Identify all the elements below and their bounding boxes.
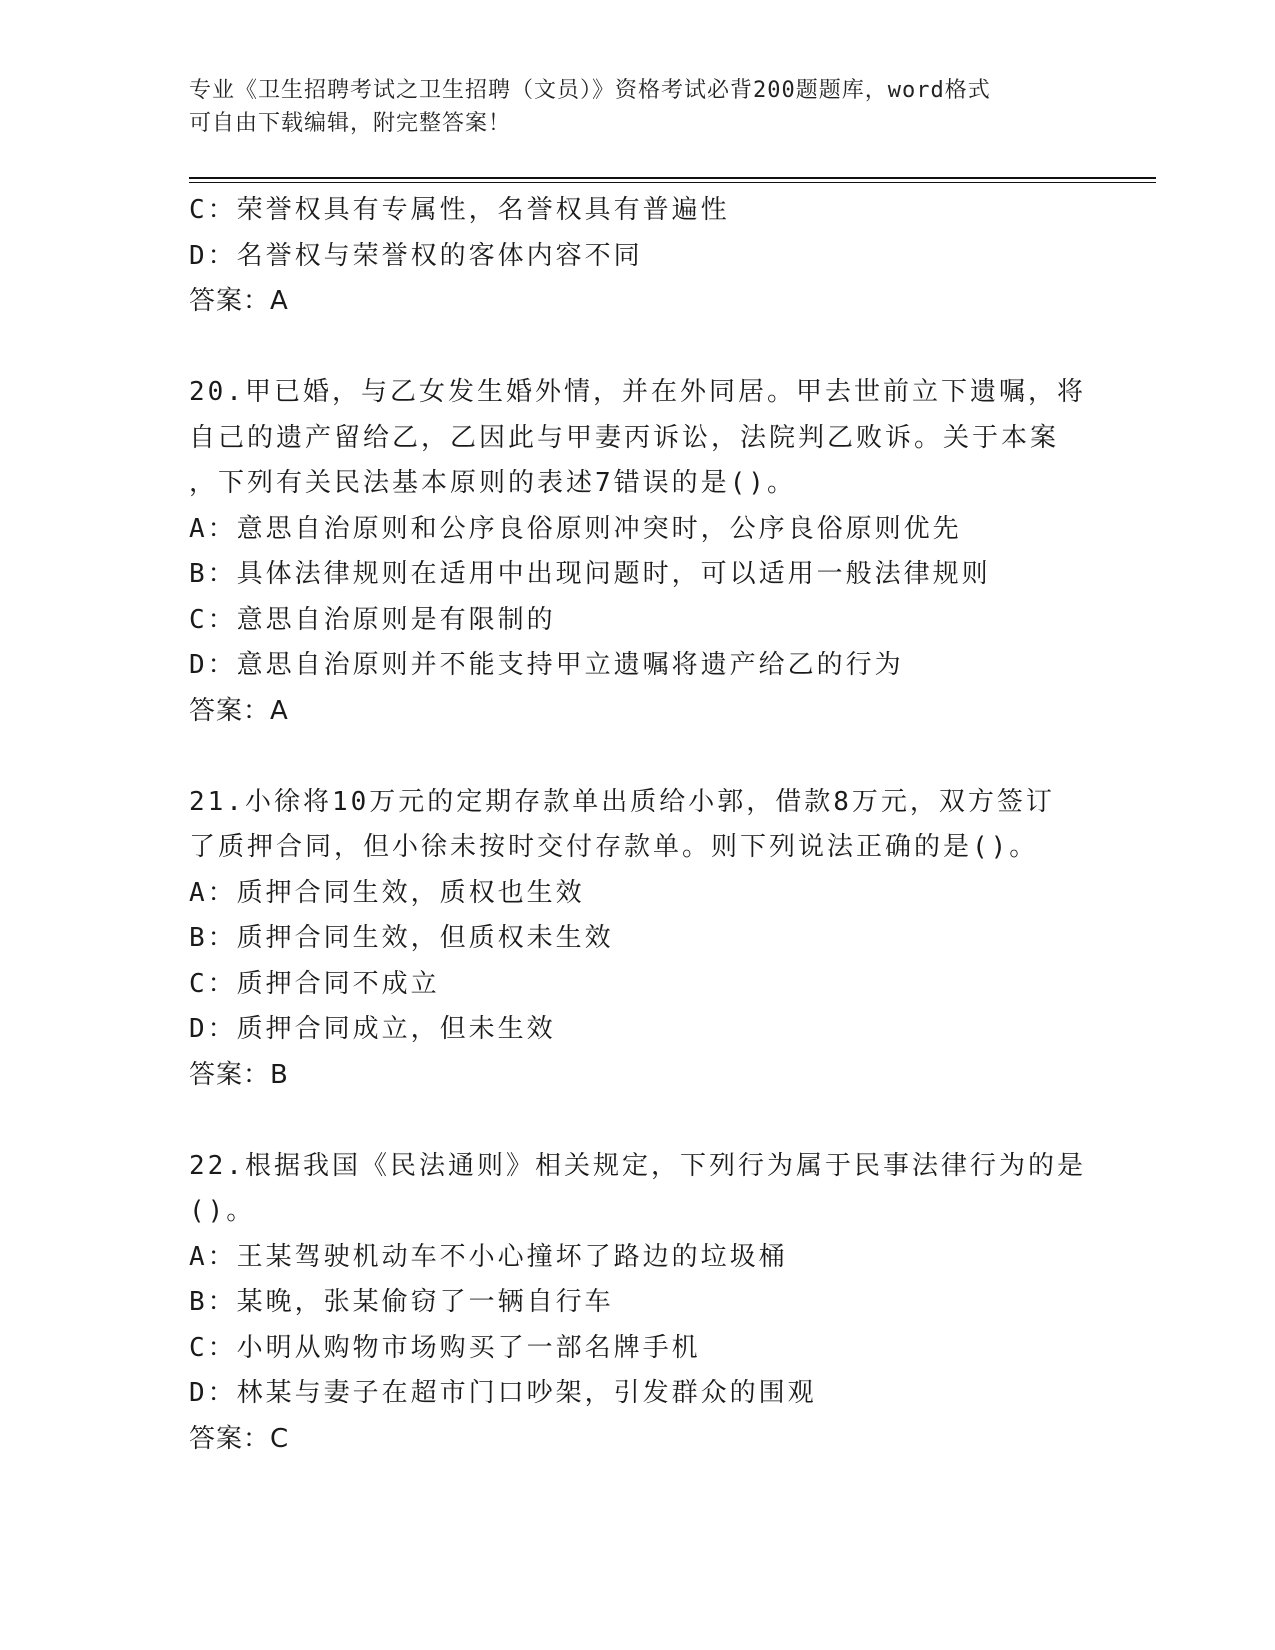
option-d: D：林某与妻子在超市门口吵架，引发群众的围观 xyxy=(189,1378,817,1408)
option-d: D：意思自治原则并不能支持甲立遗嘱将遗产给乙的行为 xyxy=(189,650,904,680)
option-d: D：质押合同成立，但未生效 xyxy=(189,1014,556,1044)
question-20 xyxy=(189,370,1089,734)
header-divider-thick xyxy=(189,177,1156,179)
spacer xyxy=(189,1098,1089,1144)
spacer xyxy=(189,325,1089,371)
option-a: A：质押合同生效，质权也生效 xyxy=(189,877,585,908)
option-b: B：具体法律规则在适用中出现问题时，可以适用一般法律规则 xyxy=(189,559,991,589)
header-line-2: 可自由下载编辑，附完整答案！ xyxy=(189,111,512,136)
question-stem-line: 了质押合同，但小徐未按时交付存款单。则下列说法正确的是()。 xyxy=(189,832,1039,862)
option-a: A：王某驾驶机动车不小心撞坏了路边的垃圾桶 xyxy=(189,1241,788,1272)
question-stem-line: ，下列有关民法基本原则的表述7错误的是()。 xyxy=(189,468,796,498)
question-stem-line: 21.小徐将10万元的定期存款单出质给小郭，借款8万元，双方签订 xyxy=(189,786,1055,817)
option-d: D：名誉权与荣誉权的客体内容不同 xyxy=(189,240,643,271)
answer-line: 答案：A xyxy=(189,286,289,316)
question-stem-line: 22.根据我国《民法通则》相关规定，下列行为属于民事法律行为的是 xyxy=(189,1150,1086,1181)
question-21 xyxy=(189,780,1089,1099)
option-c: C：荣誉权具有专属性，名誉权具有普遍性 xyxy=(189,195,730,225)
question-stem-line: 自己的遗产留给乙，乙因此与甲妻丙诉讼，法院判乙败诉。关于本案 xyxy=(189,422,1060,453)
option-b: B：某晚，张某偷窃了一辆自行车 xyxy=(189,1287,614,1317)
answer-line: 答案：A xyxy=(189,695,289,726)
spacer xyxy=(189,734,1089,780)
question-list xyxy=(189,188,1089,1462)
header-line-1: 专业《卫生招聘考试之卫生招聘（文员）》资格考试必背200题题库，word格式 xyxy=(189,78,991,103)
question-stem-line: 20.甲已婚，与乙女发生婚外情，并在外同居。甲去世前立下遗嘱，将 xyxy=(189,377,1086,407)
previous-question-tail xyxy=(189,188,1089,325)
option-a: A：意思自治原则和公序良俗原则冲突时，公序良俗原则优先 xyxy=(189,513,962,544)
question-stem-line: ()。 xyxy=(189,1196,256,1226)
answer-line: 答案：C xyxy=(189,1423,290,1454)
question-22 xyxy=(189,1144,1089,1463)
option-c: C：质押合同不成立 xyxy=(189,968,440,999)
option-b: B：质押合同生效，但质权未生效 xyxy=(189,923,614,953)
document-header xyxy=(189,74,1089,140)
header-divider-thin xyxy=(189,182,1156,183)
option-c: C：意思自治原则是有限制的 xyxy=(189,604,556,635)
answer-line: 答案：B xyxy=(189,1059,289,1090)
option-c: C：小明从购物市场购买了一部名牌手机 xyxy=(189,1332,701,1363)
